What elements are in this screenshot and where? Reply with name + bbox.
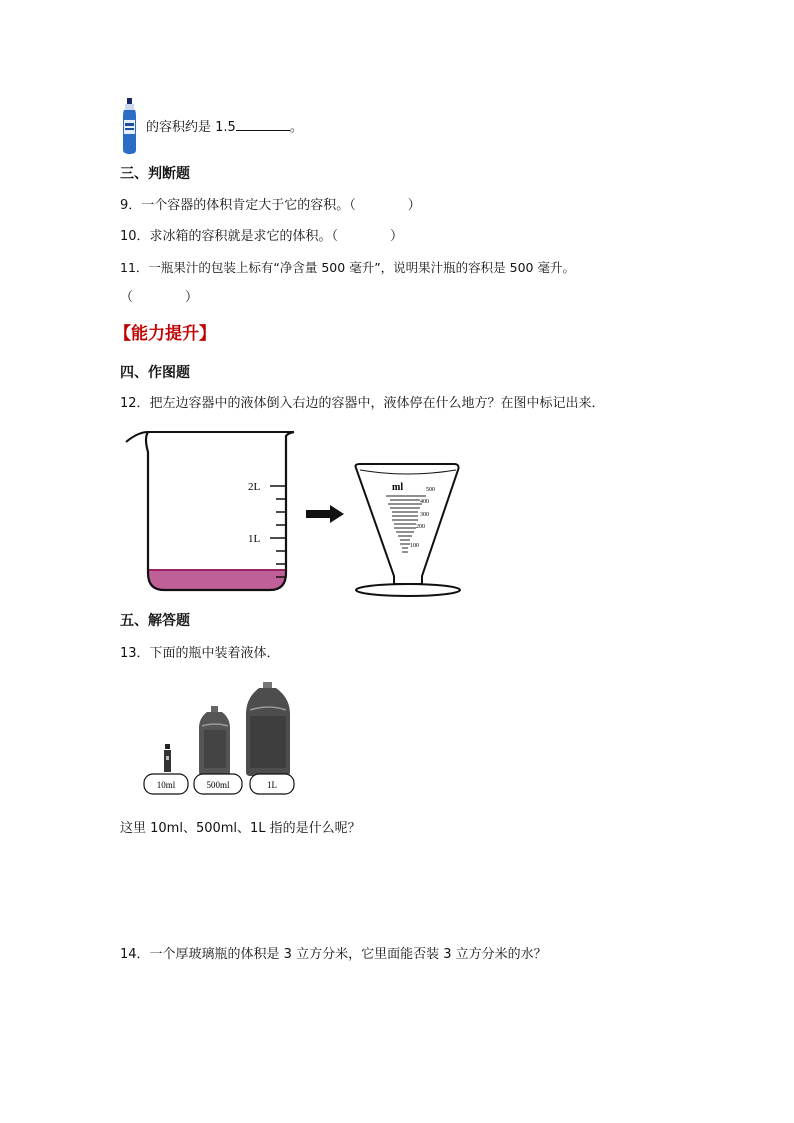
q11-answer-parens: （ ） bbox=[120, 290, 199, 305]
medium-bottle-icon bbox=[199, 706, 230, 776]
bottle-icon bbox=[120, 96, 140, 158]
beaker-figure bbox=[124, 428, 296, 594]
mark-200: 200 bbox=[416, 524, 425, 530]
label-500ml: 500ml bbox=[206, 780, 230, 790]
q13-question: 这里 10ml、500ml、1L 指的是什么呢？ bbox=[120, 821, 361, 836]
section-4-heading: 四、作图题 bbox=[120, 365, 190, 381]
unit-label: ml bbox=[392, 482, 404, 493]
q13: 13．下面的瓶中装着液体． bbox=[120, 646, 280, 661]
measuring-glass-figure bbox=[350, 458, 470, 598]
small-vial-icon bbox=[164, 744, 171, 772]
q10: 10．求冰箱的容积就是求它的体积。（ ） bbox=[120, 229, 404, 244]
q11: 11．一瓶果汁的包装上标有“净含量 500 毫升”，说明果汁瓶的容积是 500 毫升。 bbox=[120, 260, 575, 275]
label-10ml: 10ml bbox=[156, 780, 176, 790]
large-bottle-icon bbox=[246, 682, 290, 776]
section-5-heading: 五、解答题 bbox=[120, 613, 190, 629]
mark-500: 500 bbox=[426, 487, 435, 493]
beaker-liquid bbox=[148, 570, 286, 590]
q8-text: 的容积约是 1.5 。 bbox=[146, 120, 303, 135]
mark-100: 100 bbox=[410, 543, 419, 549]
q9: 9．一个容器的体积肯定大于它的容积。（ ） bbox=[120, 198, 421, 213]
q8-answer-blank[interactable] bbox=[236, 118, 290, 131]
mark-300: 300 bbox=[420, 512, 429, 518]
ability-banner: 【能力提升】 bbox=[114, 324, 216, 344]
mark-400: 400 bbox=[420, 499, 429, 505]
mark-1l: 1L bbox=[248, 533, 261, 545]
right-arrow-icon bbox=[306, 505, 344, 523]
q12: 12．把左边容器中的液体倒入右边的容器中，液体停在什么地方？在图中标记出来． bbox=[120, 396, 605, 411]
label-1l: 1L bbox=[267, 780, 277, 790]
q14: 14．一个厚玻璃瓶的体积是 3 立方分米，它里面能否装 3 立方分米的水？ bbox=[120, 947, 547, 962]
bottles-figure bbox=[140, 676, 300, 800]
mark-2l: 2L bbox=[248, 481, 261, 493]
section-3-heading: 三、判断题 bbox=[120, 166, 190, 182]
